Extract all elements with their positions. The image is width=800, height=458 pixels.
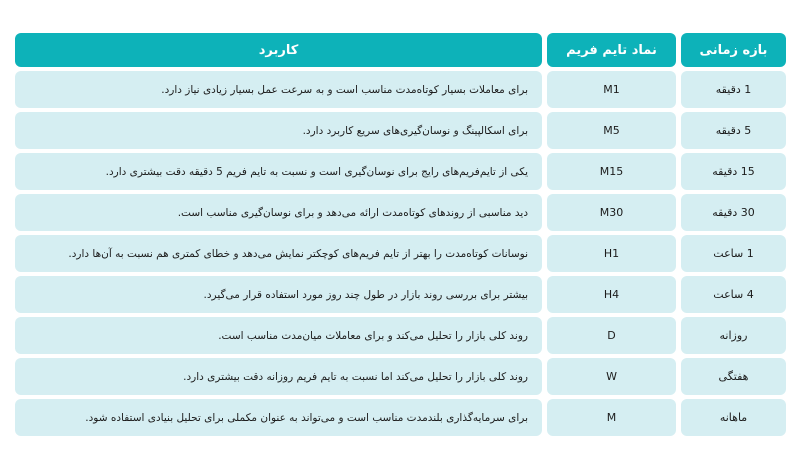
table-cell-usage: برای اسکالپینگ و نوسان‌گیری‌های سریع کاربرد دارد. xyxy=(15,112,542,149)
table-cell-usage: برای معاملات بسیار کوتاه‌مدت مناسب است و به سرعت عمل بسیار زیادی نیاز دارد. xyxy=(15,71,542,108)
header-symbol: نماد تایم فریم xyxy=(547,33,676,67)
table-cell-usage: روند کلی بازار را تحلیل می‌کند و برای معاملات میان‌مدت مناسب است. xyxy=(15,317,542,354)
table-cell-period: هفتگی xyxy=(681,358,786,395)
table-cell-usage: روند کلی بازار را تحلیل می‌کند اما نسبت به تایم فریم روزانه دقت بیشتری دارد. xyxy=(15,358,542,395)
table-cell-period: 5 دقیقه xyxy=(681,112,786,149)
table-cell-usage: نوسانات کوتاه‌مدت را بهتر از تایم فریم‌های کوچکتر نمایش می‌دهد و خطای کمتری هم نسبت به آن‌ها دارد. xyxy=(15,235,542,272)
table-cell-symbol: M1 xyxy=(547,71,676,108)
table-cell-period: ماهانه xyxy=(681,399,786,436)
header-period: بازه زمانی xyxy=(681,33,786,67)
table-cell-period: 1 ساعت xyxy=(681,235,786,272)
table-cell-symbol: W xyxy=(547,358,676,395)
table-cell-symbol: H4 xyxy=(547,276,676,313)
table-cell-usage: بیشتر برای بررسی روند بازار در طول چند روز مورد استفاده قرار می‌گیرد. xyxy=(15,276,542,313)
table-cell-symbol: M5 xyxy=(547,112,676,149)
table-cell-usage: برای سرمایه‌گذاری بلندمدت مناسب است و می‌تواند به عنوان مکملی برای تحلیل بنیادی استفاده شود. xyxy=(15,399,542,436)
table-cell-symbol: M15 xyxy=(547,153,676,190)
table-cell-period: روزانه xyxy=(681,317,786,354)
table-cell-usage: یکی از تایم‌فریم‌های رایج برای نوسان‌گیری است و نسبت به تایم فریم 5 دقیقه دقت بیشتری دارد. xyxy=(15,153,542,190)
table-cell-symbol: H1 xyxy=(547,235,676,272)
table-cell-period: 30 دقیقه xyxy=(681,194,786,231)
table-cell-usage: دید مناسبی از روندهای کوتاه‌مدت ارائه می‌دهد و برای نوسان‌گیری مناسب است. xyxy=(15,194,542,231)
header-usage: کاربرد xyxy=(15,33,542,67)
table-cell-symbol: M xyxy=(547,399,676,436)
timeframe-table xyxy=(15,33,786,436)
table-cell-symbol: D xyxy=(547,317,676,354)
table-cell-symbol: M30 xyxy=(547,194,676,231)
table-cell-period: 4 ساعت xyxy=(681,276,786,313)
table-cell-period: 15 دقیقه xyxy=(681,153,786,190)
table-cell-period: 1 دقیقه xyxy=(681,71,786,108)
